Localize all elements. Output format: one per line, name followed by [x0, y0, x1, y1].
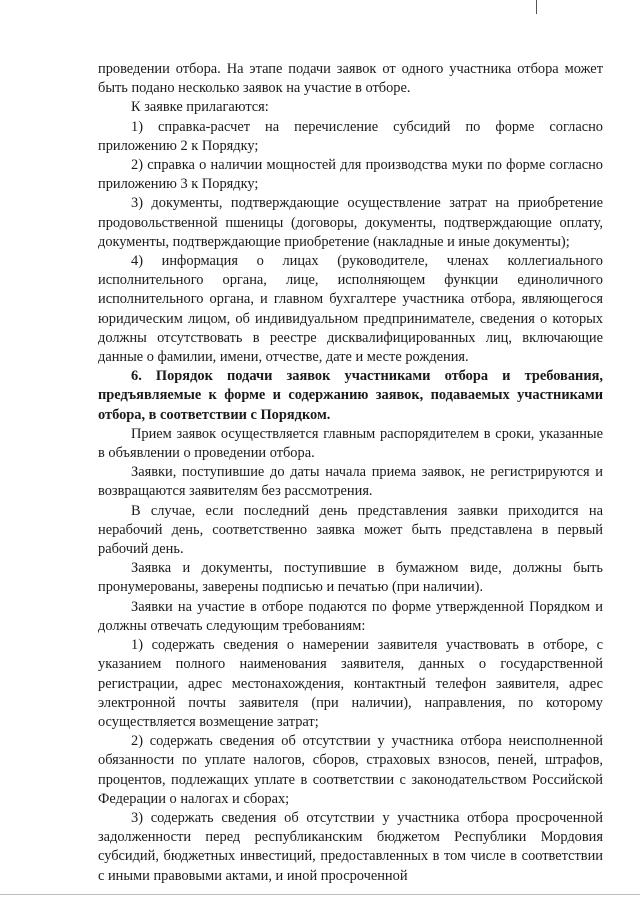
paragraph-continuation: проведении отбора. На этапе подачи заявок от одного участника отбора может быть подано несколько заявок на участие в отборе.: [98, 61, 603, 97]
paragraph-paper-documents: Заявка и документы, поступившие в бумажном виде, должны быть пронумерованы, заверены подписью и печатью (при наличии).: [98, 560, 603, 596]
list-item-3: 3) документы, подтверждающие осуществление затрат на приобретение продовольственной пшеницы (договоры, документы, подтверждающие оплату, документы, подтверждающие приобретение (накладные и иные документы);: [98, 195, 603, 250]
list-item-1: 1) справка-расчет на перечисление субсидий по форме согласно приложению 2 к Порядку;: [98, 118, 603, 154]
paragraph-requirements-intro: Заявки на участие в отборе подаются по форме утвержденной Порядком и должны отвечать следующим требованиям:: [98, 598, 603, 634]
list-item-2: 2) справка о наличии мощностей для производства муки по форме согласно приложению 3 к Порядку;: [98, 157, 603, 193]
requirement-item-2: 2) содержать сведения об отсутствии у участника отбора неисполненной обязанности по уплате налогов, сборов, страховых взносов, пеней, штрафов, процентов, подлежащих уплате в соответствии с законодательством Российской Федерации о налогах и сборах;: [98, 733, 603, 807]
document-page: [98, 60, 603, 886]
requirement-item-3: 3) содержать сведения об отсутствии у участника отбора просроченной задолженности перед республиканским бюджетом Республики Мордовия субсидий, бюджетных инвестиций, предоставленных в том числе в соответствии с иными правовыми актами, и иной просроченной: [98, 809, 603, 884]
section-heading-6: 6. Порядок подачи заявок участниками отбора и требования, предъявляемые к форме и содержанию заявок, подаваемых участниками отбора, в соответствии с Порядком.: [98, 368, 603, 423]
paragraph-reception: Прием заявок осуществляется главным распорядителем в сроки, указанные в объявлении о проведении отбора.: [98, 425, 603, 462]
list-item-4: 4) информация о лицах (руководителе, членах коллегиального исполнительного органа, лице, исполняющем функции единоличного исполнительного органа, и главном бухгалтере участника отбора, являющегося юридическим лицом, об индивидуальном предпринимателе, сведения о которых должны отсутствовать в реестре дисквалифицированных лиц, включающие данные о фамилии, имени, отчестве, дате и месте рождения.: [98, 253, 603, 366]
paragraph-early-applications: Заявки, поступившие до даты начала приема заявок, не регистрируются и возвращаются заявителям без рассмотрения.: [98, 464, 603, 500]
requirement-item-1: 1) содержать сведения о намерении заявителя участвовать в отборе, с указанием полного наименования заявителя, данных о государственной регистрации, адрес местонахождения, контактный телефон заявителя, адрес электронной почты заявителя (при наличии), направления, по которому осуществляется возмещение затрат;: [98, 637, 603, 730]
paragraph-attachments-intro: К заявке прилагаются:: [131, 99, 269, 116]
paragraph-non-working-day: В случае, если последний день представления заявки приходится на нерабочий день, соответственно заявка может быть представлена в первый рабочий день.: [98, 502, 603, 558]
page-bottom-rule: [0, 894, 640, 895]
scan-edge-mark: [536, 0, 537, 14]
